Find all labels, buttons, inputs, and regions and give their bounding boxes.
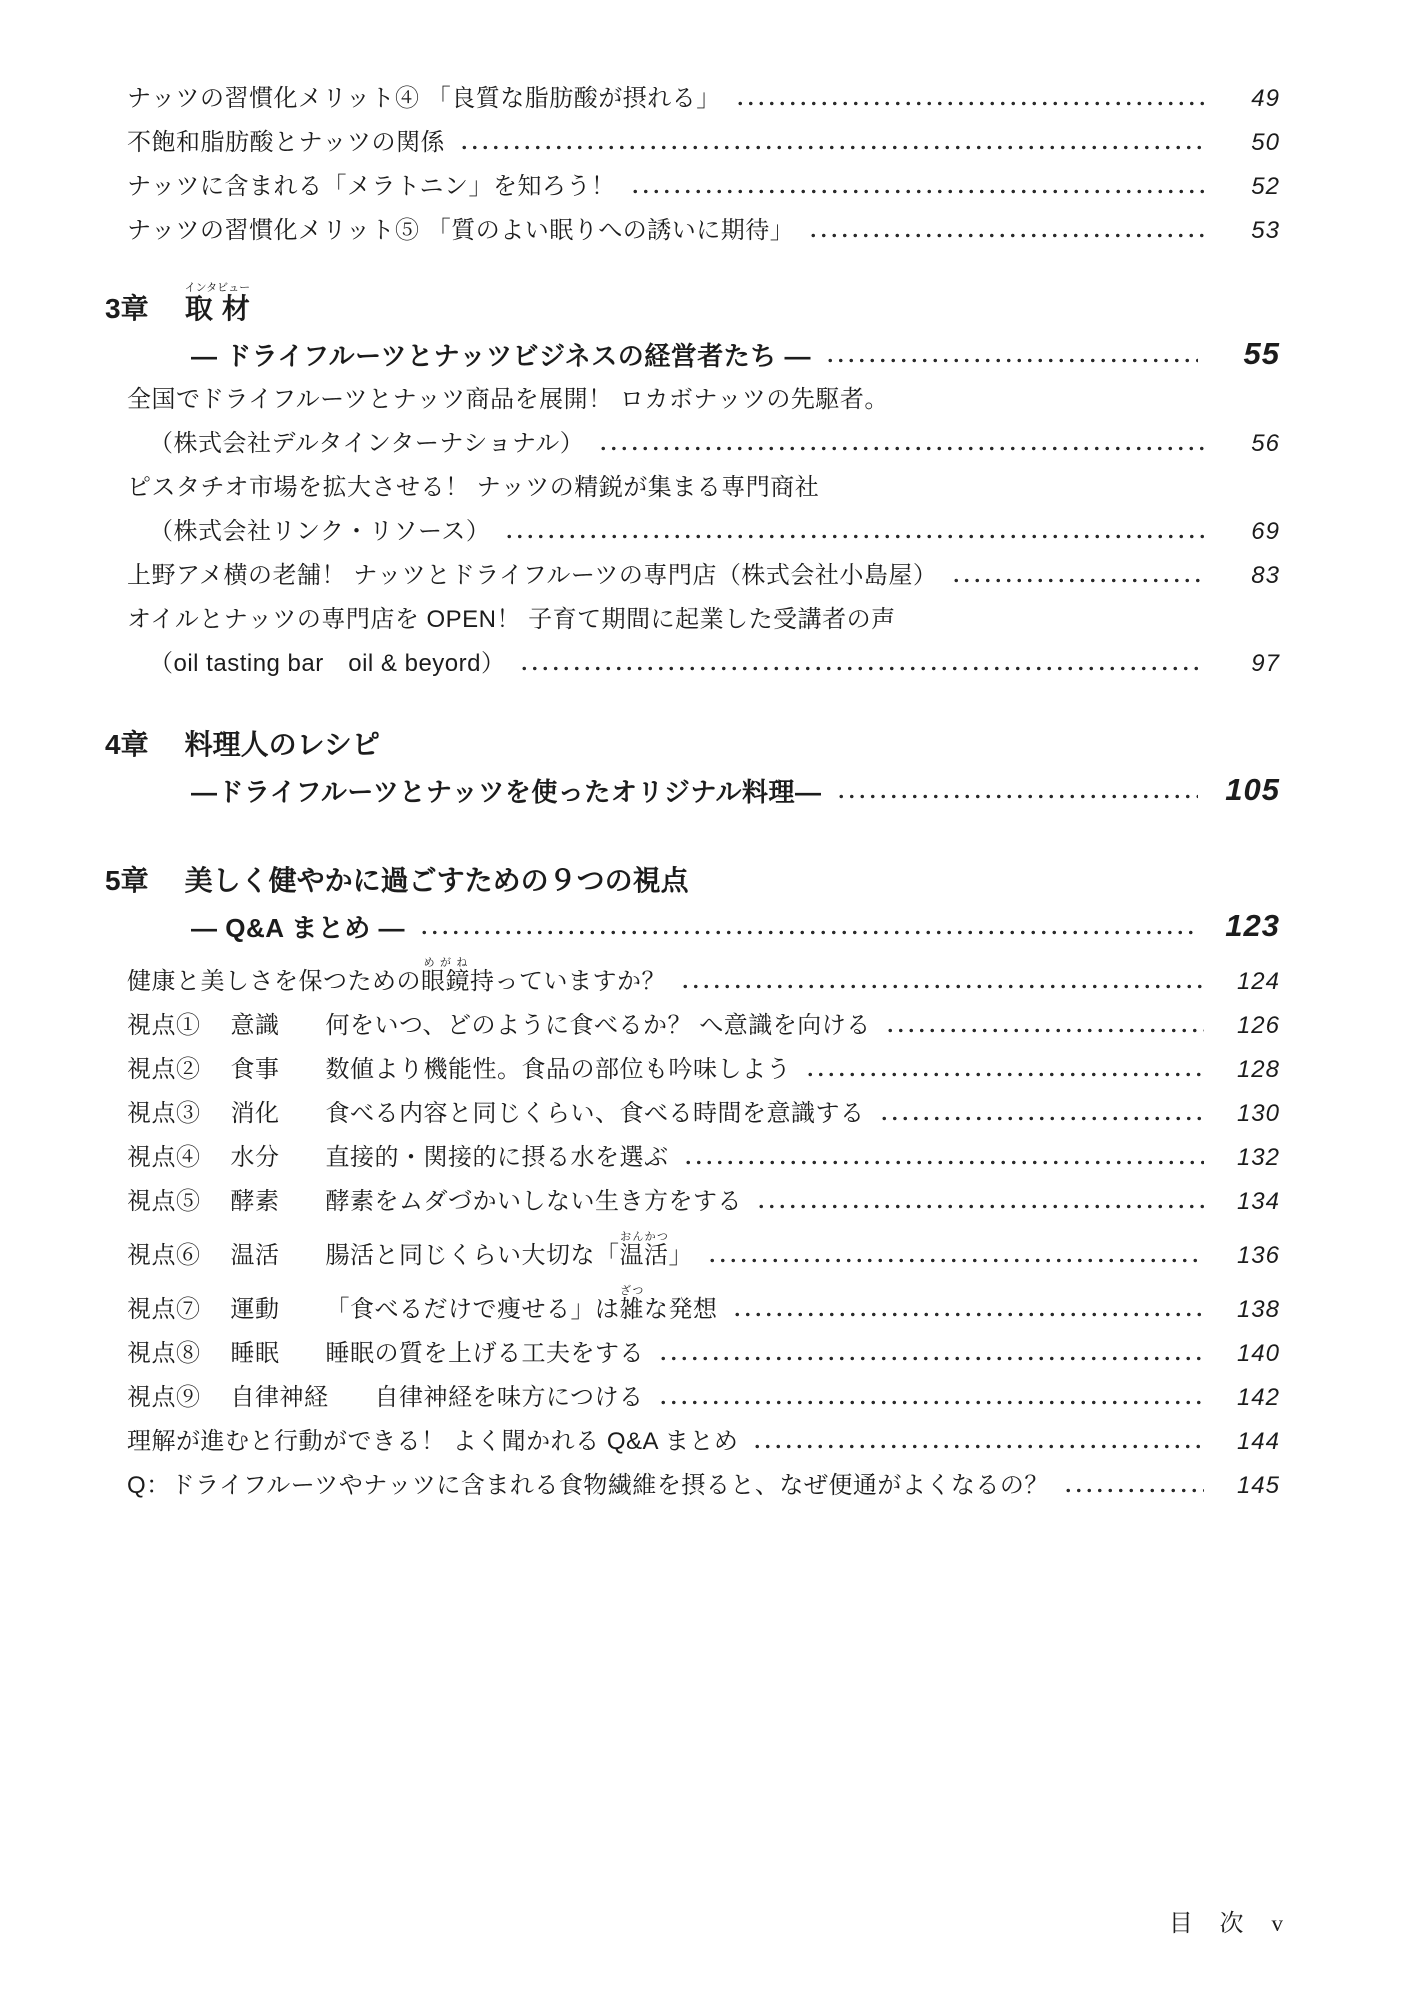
chapter4-number: 4章 [105, 729, 149, 760]
chapter3-number: 3章 [105, 293, 149, 324]
toc-entry [127, 84, 1280, 114]
chapter3-heading [105, 282, 1280, 327]
toc-entry-text: 腸活と同じくらい大切な「温活おんかつ」 [325, 1231, 693, 1269]
viewpoint-label: 視点⑤ [127, 1188, 201, 1215]
chapter3-subtitle-row [127, 337, 1280, 371]
toc-entry [127, 1471, 1280, 1501]
toc-entry-text: 睡眠の質を上げる工夫をする [325, 1340, 644, 1367]
toc-page-number: 56 [1251, 430, 1280, 457]
toc-page-number: 145 [1236, 1472, 1280, 1499]
toc-page-number: 97 [1251, 650, 1280, 677]
viewpoint-category: 食事 [230, 1056, 280, 1083]
viewpoint-label: 視点⑥ [127, 1242, 201, 1269]
dot-leader [752, 1444, 1204, 1449]
viewpoint-label: 視点② [127, 1056, 201, 1083]
viewpoint-category: 自律神経 [230, 1384, 329, 1411]
chapter3-title-base: 取 材 [184, 293, 251, 324]
viewpoint-category: 消化 [230, 1100, 280, 1127]
viewpoint-category: 温活 [230, 1242, 280, 1269]
chapter4-title: 料理人のレシピ [184, 729, 380, 760]
toc-entry-text: （株式会社リンク・リソース） [149, 518, 491, 545]
dot-leader [879, 1116, 1205, 1121]
toc-entry-text: ナッツの習慣化メリット⑤ 「質のよい眠りへの誘いに期待」 [127, 217, 795, 244]
toc-entry [127, 473, 1280, 503]
viewpoint-label: 視点⑦ [127, 1296, 201, 1323]
toc-page-number: 83 [1251, 562, 1280, 589]
toc-entry-viewpoint [127, 1187, 1280, 1217]
viewpoint-label: 視点③ [127, 1100, 201, 1127]
toc-entry-viewpoint [127, 1011, 1280, 1041]
toc-page-number: 142 [1236, 1384, 1280, 1411]
chapter5-heading [105, 863, 1280, 899]
toc-entry-text: （oil tasting bar oil & beyord） [149, 650, 506, 677]
chapter4-subtitle-row [127, 773, 1280, 807]
toc-page-number: 126 [1236, 1012, 1280, 1039]
toc-entry-viewpoint [127, 1285, 1280, 1325]
toc-page-number: 136 [1236, 1242, 1280, 1269]
toc-page-number: 50 [1251, 129, 1280, 156]
dot-leader [630, 189, 1204, 194]
toc-entry-viewpoint [127, 1383, 1280, 1413]
dot-leader [598, 446, 1204, 451]
toc-page-number: 53 [1251, 217, 1280, 244]
toc-page-number: 52 [1251, 173, 1280, 200]
dot-leader [732, 1312, 1205, 1317]
viewpoint-category: 酵素 [230, 1188, 280, 1215]
toc-page-number: 124 [1236, 968, 1280, 995]
toc-entry-text: 理解が進むと行動ができる！ よく聞かれる Q&A まとめ [127, 1428, 739, 1455]
toc-entry-text: 直接的・関接的に摂る水を選ぶ [325, 1144, 669, 1171]
chapter3-subtitle: ― ドライフルーツとナッツビジネスの経営者たち ― [191, 341, 812, 371]
viewpoint-category: 意識 [230, 1012, 280, 1039]
toc-entry [127, 216, 1280, 246]
toc-entry-text: 全国でドライフルーツとナッツ商品を展開！ ロカボナッツの先駆者。 [127, 386, 889, 413]
toc-entry [127, 385, 1280, 415]
toc-entry-text: 酵素をムダづかいしない生き方をする [325, 1188, 742, 1215]
viewpoint-label: 視点① [127, 1012, 201, 1039]
toc-entry [127, 1427, 1280, 1457]
toc-entry [127, 605, 1280, 635]
toc-entry-viewpoint [127, 1099, 1280, 1129]
dot-leader [756, 1204, 1204, 1209]
toc-page-number: 55 [1243, 336, 1280, 371]
viewpoint-label: 視点⑧ [127, 1340, 201, 1367]
toc-entry [127, 649, 1280, 679]
toc-entry-text: 何をいつ、どのように食べるか？ へ意識を向ける [325, 1012, 871, 1039]
dot-leader [519, 666, 1204, 671]
toc-entry-viewpoint [127, 1339, 1280, 1369]
chapter5-title: 美しく健やかに過ごすための９つの視点 [184, 865, 689, 896]
chapter4-heading [105, 727, 1280, 763]
viewpoint-category: 睡眠 [230, 1340, 280, 1367]
toc-entry [127, 429, 1280, 459]
dot-leader [836, 794, 1198, 799]
viewpoint-category: 運動 [230, 1296, 280, 1323]
dot-leader [951, 578, 1204, 583]
toc-page-number: 49 [1251, 85, 1280, 112]
viewpoint-label: 視点⑨ [127, 1384, 201, 1411]
chapter5-block [105, 863, 1280, 1501]
toc-entry-viewpoint [127, 1143, 1280, 1173]
toc-entry [127, 561, 1280, 591]
toc-entry-text: 不飽和脂肪酸とナッツの関係 [127, 129, 446, 156]
dot-leader [504, 534, 1204, 539]
toc-entry-text: 食べる内容と同じくらい、食べる時間を意識する [325, 1100, 865, 1127]
footer-page-number: v [1271, 1911, 1283, 1936]
chapter5-subtitle: ― Q&A まとめ ― [191, 913, 405, 943]
viewpoint-label: 視点④ [127, 1144, 201, 1171]
footer-label: 目 次 [1168, 1910, 1254, 1937]
toc-entry-text: （株式会社デルタインターナショナル） [149, 430, 585, 457]
dot-leader [419, 930, 1198, 935]
dot-leader [707, 1258, 1204, 1263]
dot-leader [805, 1072, 1204, 1077]
toc-page-number: 140 [1236, 1340, 1280, 1367]
toc-entry [127, 128, 1280, 158]
dot-leader [1063, 1488, 1204, 1493]
toc-page-number: 130 [1236, 1100, 1280, 1127]
chapter4-block [105, 727, 1280, 807]
dot-leader [683, 1160, 1205, 1165]
dot-leader [680, 984, 1204, 989]
toc-entry-viewpoint [127, 1055, 1280, 1085]
toc-entry-viewpoint [127, 1231, 1280, 1271]
toc-entry-text: 健康と美しさを保つための眼鏡めがね持っていますか？ [127, 957, 666, 995]
toc-entry-text: ナッツの習慣化メリット④ 「良質な脂肪酸が摂れる」 [127, 85, 721, 112]
toc-page-number: 132 [1236, 1144, 1280, 1171]
dot-leader [808, 233, 1204, 238]
chapter3-title [185, 282, 251, 327]
toc-entry-text: 数値より機能性。食品の部位も吟味しよう [325, 1056, 791, 1083]
toc-page-number: 69 [1251, 518, 1280, 545]
toc-entry-text: ナッツに含まれる「メラトニン」を知ろう！ [127, 173, 616, 200]
toc-entry-text: オイルとナッツの専門店を OPEN！ 子育て期間に起業した受講者の声 [127, 606, 896, 633]
toc-page-number: 138 [1236, 1296, 1280, 1323]
toc-page-number: 128 [1236, 1056, 1280, 1083]
toc-entry-text: 「食べるだけで痩せる」は雑ざつな発想 [325, 1285, 718, 1323]
toc-entry-text: ピスタチオ市場を拡大させる！ ナッツの精鋭が集まる専門商社 [127, 474, 820, 501]
dot-leader [658, 1356, 1204, 1361]
toc-entry [127, 957, 1280, 997]
chapter5-number: 5章 [105, 865, 149, 896]
dot-leader [825, 358, 1198, 363]
toc-entry-text: 自律神経を味方につける [374, 1384, 644, 1411]
chapter3-title-ruby: インタビュー [184, 282, 251, 294]
toc-entry [127, 172, 1280, 202]
dot-leader [459, 145, 1204, 150]
dot-leader [658, 1400, 1204, 1405]
toc-page-number: 105 [1225, 772, 1280, 807]
toc-page-number: 134 [1236, 1188, 1280, 1215]
viewpoint-category: 水分 [230, 1144, 280, 1171]
page-footer [1169, 1903, 1283, 1938]
toc-page-number: 144 [1236, 1428, 1280, 1455]
dot-leader [885, 1028, 1204, 1033]
chapter5-subtitle-row [127, 909, 1280, 943]
chapter4-subtitle: ―ドライフルーツとナッツを使ったオリジナル料理― [191, 777, 822, 807]
toc-entry-text: Q：ドライフルーツやナッツに含まれる食物繊維を摂ると、なぜ便通がよくなるの？ [127, 1472, 1049, 1499]
dot-leader [735, 101, 1204, 106]
toc-page-number: 123 [1225, 908, 1280, 943]
toc-entry-text: 上野アメ横の老舗！ ナッツとドライフルーツの専門店（株式会社小島屋） [127, 562, 938, 589]
toc-entry [127, 517, 1280, 547]
